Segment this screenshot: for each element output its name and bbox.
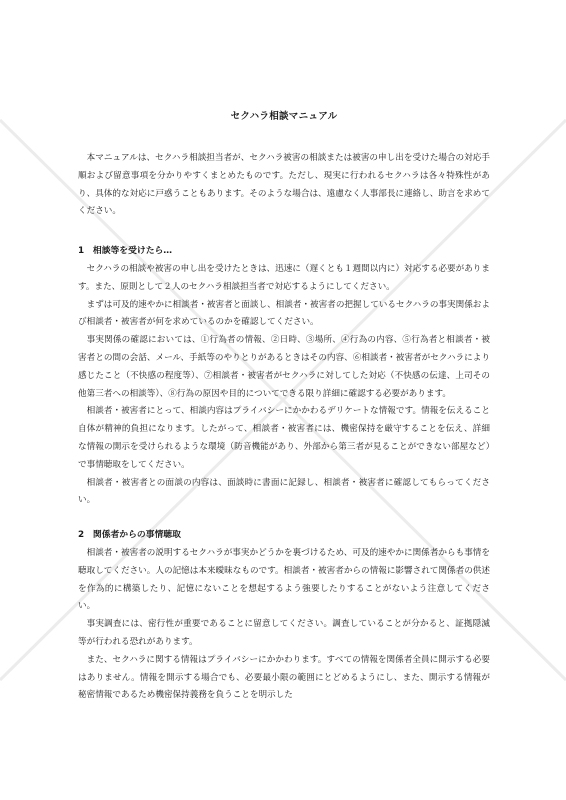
section-paragraph: セクハラの相談や被害の申し出を受けたときは、迅速に（遅くとも１週間以内に）対応する必要があります。また、原則として２人のセクハラ相談担当者で対応するようにしてください。 (78, 263, 490, 292)
section-heading: 1 相談等を受けたら… (78, 246, 173, 257)
document-body (78, 108, 490, 705)
section-2 (78, 527, 490, 705)
section-heading: 2 関係者からの事情聴取 (78, 530, 181, 541)
section-spacer (78, 510, 490, 527)
section-paragraph: 事実調査には、密行性が重要であることに留意してください。調査していることが分かると、証拠隠滅等が行われる恐れがあります。 (78, 619, 490, 647)
section-1 (78, 243, 490, 510)
document-title: セクハラ相談マニュアル (230, 111, 338, 122)
section-paragraph: 事実関係の確認においては、①行為者の情報、②日時、③場所、④行為の内容、⑤行為者と相談者・被害者との間の会話、メール、手紙等のやりとりがあるときはその内容、⑥相談者・被害者がセクハラにより感じたこと（不快感の程度等）、⑦相談者・被害者がセクハラに対してした対応（不快感の伝達、上司その他第三者への相談等）、⑧行為の原因や目的についてできる限り詳細に確認する必要があります。 (78, 335, 490, 399)
section-paragraph: また、セクハラに関する情報はプライバシーにかかわります。すべての情報を関係者全員に開示する必要はありません。情報を開示する場合でも、必要最小限の範囲にとどめるようにし、また、開示する情報が秘密情報であるため機密保持義務を負うことを明示した (78, 654, 490, 701)
intro-paragraph: 本マニュアルは、セクハラ相談担当者が、セクハラ被害の相談または被害の申し出を受けた場合の対応手順および留意事項を分かりやすくまとめたものです。ただし、現実に行われるセクハラは各々特殊性があり、具体的な対応に戸惑うこともあります。そのような場合は、遠慮なく人事部長に連絡し、助言を求めてください。 (78, 153, 490, 217)
section-paragraph: 相談者・被害者にとって、相談内容はプライバシーにかかわるデリケートな情報です。情報を伝えること自体が精神的負担になります。したがって、相談者・被害者には、機密保持を厳守することを伝え、詳細な情報の開示を受けられるような環境（防音機能があり、外部から第三者が見ることができない部屋など）で事情聴取をしてください。 (78, 406, 490, 470)
section-paragraph: 相談者・被害者の説明するセクハラが事実かどうかを裏づけるため、可及的速やかに関係者からも事情を聴取してください。人の記憶は本来曖昧なものです。相談者・被害者からの情報に影響されて関係者の供述を作為的に構築したり、記憶にないことを想起するよう強要したりすることがないよう注意してください。 (78, 547, 490, 612)
section-paragraph: 相談者・被害者との面談の内容は、面談時に書面に記録し、相談者・被害者に確認してもらってください。 (78, 477, 490, 506)
section-paragraph: まずは可及的速やかに相談者・被害者と面談し、相談者・被害者の把握しているセクハラの事実関係および相談者・被害者が何を求めているのかを確認してください。 (78, 299, 490, 328)
